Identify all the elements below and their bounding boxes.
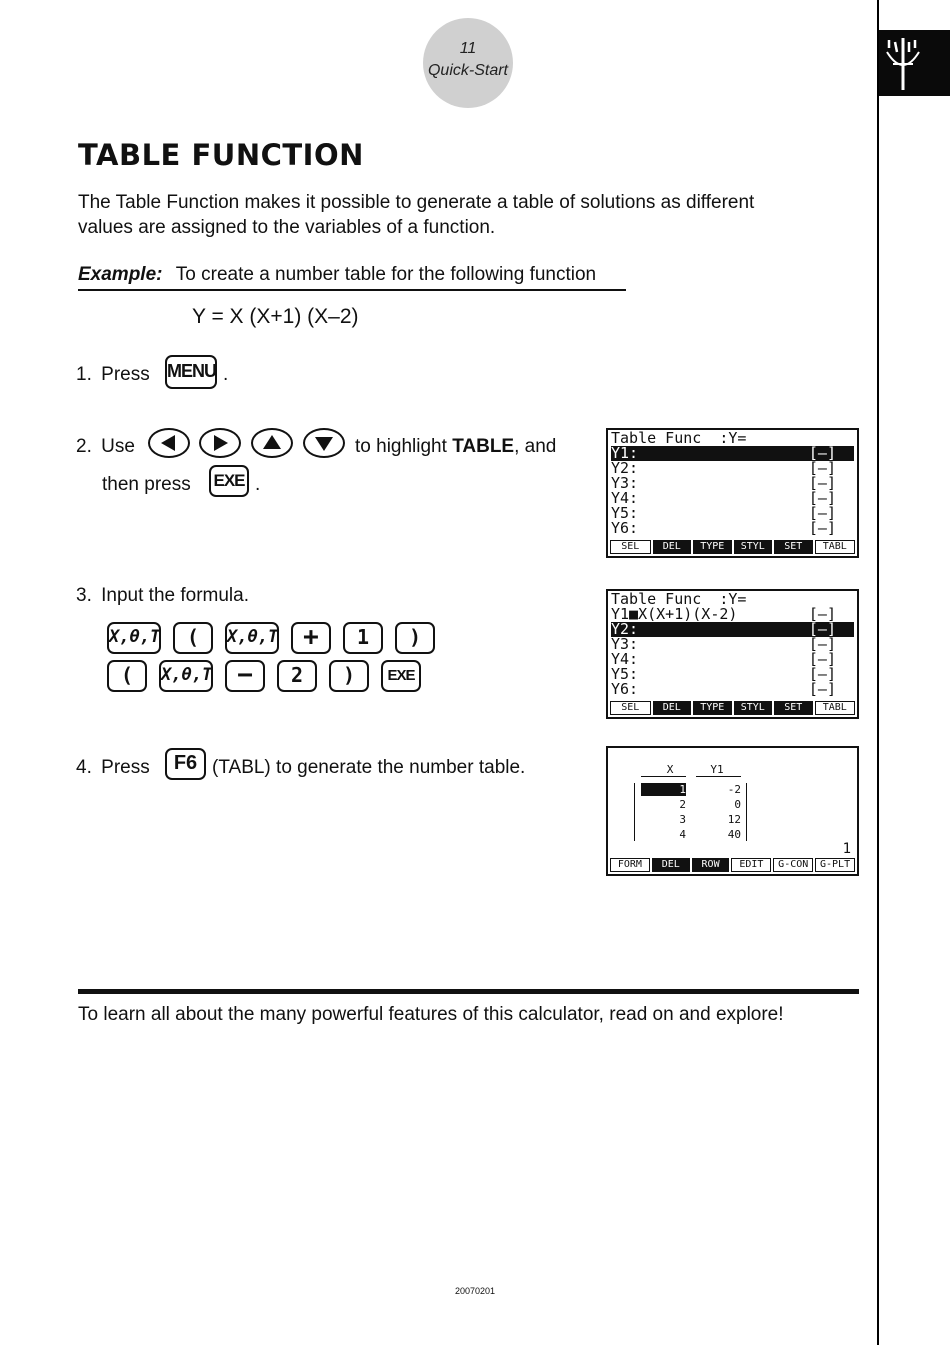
exe-key[interactable]: EXE — [209, 465, 249, 497]
page-number: 11 — [459, 40, 477, 57]
step-1-number: 1. — [76, 364, 92, 385]
table-col-x-header: X — [666, 763, 674, 776]
table-x-cell: 3 — [679, 813, 686, 826]
calculator-screen-formula-entered — [606, 589, 859, 719]
step-3-number: 3. — [76, 585, 92, 606]
table-x-cell: 1 — [641, 783, 686, 796]
key-sequence-row-2 — [107, 660, 421, 692]
screen2-row: Y2: [—] — [611, 622, 854, 637]
calculator-screen-number-table — [606, 746, 859, 876]
intro-line-1: The Table Function makes it possible to generate a table of solutions as different — [78, 192, 755, 213]
table-x-cell: 2 — [679, 798, 686, 811]
right-arrow-key[interactable] — [199, 428, 241, 458]
minus-key[interactable]: − — [225, 660, 265, 692]
table-right-bracket — [746, 783, 747, 841]
menu-item-edit: EDIT — [731, 858, 771, 872]
screen2-row: Y5: [—] — [611, 667, 836, 682]
example-text: To create a number table for the following function — [175, 264, 597, 285]
table-y1-cell: -2 — [727, 783, 741, 796]
intro-paragraph — [78, 190, 838, 240]
calculator-screen-table-menu — [606, 428, 859, 558]
xthetat-key[interactable]: X,θ,T — [159, 660, 213, 692]
screen1-function-menu — [610, 540, 855, 554]
table-left-bracket — [634, 783, 635, 841]
screen2-row: Y3: [—] — [611, 637, 836, 652]
menu-item-set: SET — [774, 701, 813, 715]
table-header-rule — [641, 776, 686, 777]
up-arrow-key[interactable] — [251, 428, 293, 458]
page-badge — [423, 18, 513, 108]
menu-item-sel: SEL — [610, 701, 651, 715]
open-paren-key[interactable]: ( — [173, 622, 213, 654]
screen1-row: Y4: [—] — [611, 491, 836, 506]
step-4-text: Press — [101, 757, 150, 778]
menu-item-g-con: G-CON — [773, 858, 813, 872]
step-4 — [76, 755, 150, 780]
step-1-text: Press — [101, 364, 150, 385]
step-2-table-word: TABLE — [452, 436, 515, 457]
step-2-number: 2. — [76, 436, 92, 457]
screen3-function-menu — [610, 858, 855, 872]
exe-key[interactable]: EXE — [381, 660, 421, 692]
step-4-rest: (TABL) to generate the number table. — [212, 757, 526, 778]
table-y1-cell: 0 — [734, 798, 741, 811]
table-y1-cell: 12 — [727, 813, 741, 826]
screen1-row: Y1: [—] — [611, 446, 854, 461]
table-y1-cell: 40 — [727, 828, 741, 841]
step-1-period: . — [223, 364, 229, 385]
step-2-mid: to highlight — [355, 436, 447, 457]
screen2-header: Table Func :Y= — [611, 592, 747, 607]
menu-item-styl: STYL — [734, 540, 773, 554]
step-1 — [76, 362, 150, 387]
menu-item-g-plt: G-PLT — [815, 858, 855, 872]
screen1-row: Y5: [—] — [611, 506, 836, 521]
one-key[interactable]: 1 — [343, 622, 383, 654]
step-2-line-2: then press — [102, 474, 191, 495]
menu-item-row: ROW — [692, 858, 730, 872]
xthetat-key[interactable]: X,θ,T — [225, 622, 279, 654]
step-2 — [76, 434, 135, 459]
chapter-tab-icon — [879, 30, 950, 96]
menu-item-form: FORM — [610, 858, 650, 872]
menu-item-del: DEL — [652, 858, 690, 872]
section-divider — [78, 989, 859, 994]
plus-key[interactable]: + — [291, 622, 331, 654]
step-2-after: , and — [514, 436, 557, 457]
menu-item-del: DEL — [653, 540, 692, 554]
screen2-function-menu — [610, 701, 855, 715]
table-col-y1-header: Y1 — [710, 763, 724, 776]
document-code: 20070201 — [454, 1286, 496, 1296]
step-2-text: Use — [101, 436, 135, 457]
close-paren-key[interactable]: ) — [395, 622, 435, 654]
function-formula: Y = X (X+1) (X–2) — [192, 305, 359, 328]
step-3 — [76, 583, 249, 608]
f6-key[interactable]: F6 — [165, 748, 206, 780]
page-title: TABLE FUNCTION — [78, 138, 364, 172]
closing-text: To learn all about the many powerful features of this calculator, read on and explore! — [78, 1004, 784, 1025]
menu-item-tabl: TABL — [815, 701, 856, 715]
screen1-row: Y6: [—] — [611, 521, 836, 536]
example-heading — [78, 262, 626, 291]
menu-item-set: SET — [774, 540, 813, 554]
table-x-cell: 4 — [679, 828, 686, 841]
two-key[interactable]: 2 — [277, 660, 317, 692]
menu-item-type: TYPE — [693, 701, 732, 715]
table-header-rule — [696, 776, 741, 777]
screen1-header: Table Func :Y= — [611, 431, 747, 446]
key-sequence-row-1 — [107, 622, 435, 654]
table-row-indicator: 1 — [842, 841, 851, 857]
screen1-row: Y3: [—] — [611, 476, 836, 491]
menu-item-del: DEL — [653, 701, 692, 715]
screen1-row: Y2: [—] — [611, 461, 836, 476]
example-label: Example: — [78, 264, 163, 285]
down-arrow-key[interactable] — [303, 428, 345, 458]
step-4-number: 4. — [76, 757, 92, 778]
menu-item-type: TYPE — [693, 540, 732, 554]
right-margin-rule — [877, 0, 879, 1345]
step-2-period: . — [255, 474, 261, 495]
menu-item-tabl: TABL — [815, 540, 856, 554]
section-name: Quick-Start — [427, 62, 508, 79]
intro-line-2: values are assigned to the variables of a function. — [78, 217, 496, 238]
open-paren-key[interactable]: ( — [107, 660, 147, 692]
menu-item-sel: SEL — [610, 540, 651, 554]
menu-item-styl: STYL — [734, 701, 773, 715]
screen2-row: Y6: [—] — [611, 682, 836, 697]
close-paren-key[interactable]: ) — [329, 660, 369, 692]
step-3-text: Input the formula. — [101, 585, 250, 606]
screen2-row: Y4: [—] — [611, 652, 836, 667]
screen2-row: Y1■X(X+1)(X-2) [—] — [611, 607, 836, 622]
xthetat-key[interactable]: X,θ,T — [107, 622, 161, 654]
step-2-instruction — [355, 434, 556, 459]
menu-key[interactable]: MENU — [165, 355, 217, 389]
left-arrow-key[interactable] — [148, 428, 190, 458]
